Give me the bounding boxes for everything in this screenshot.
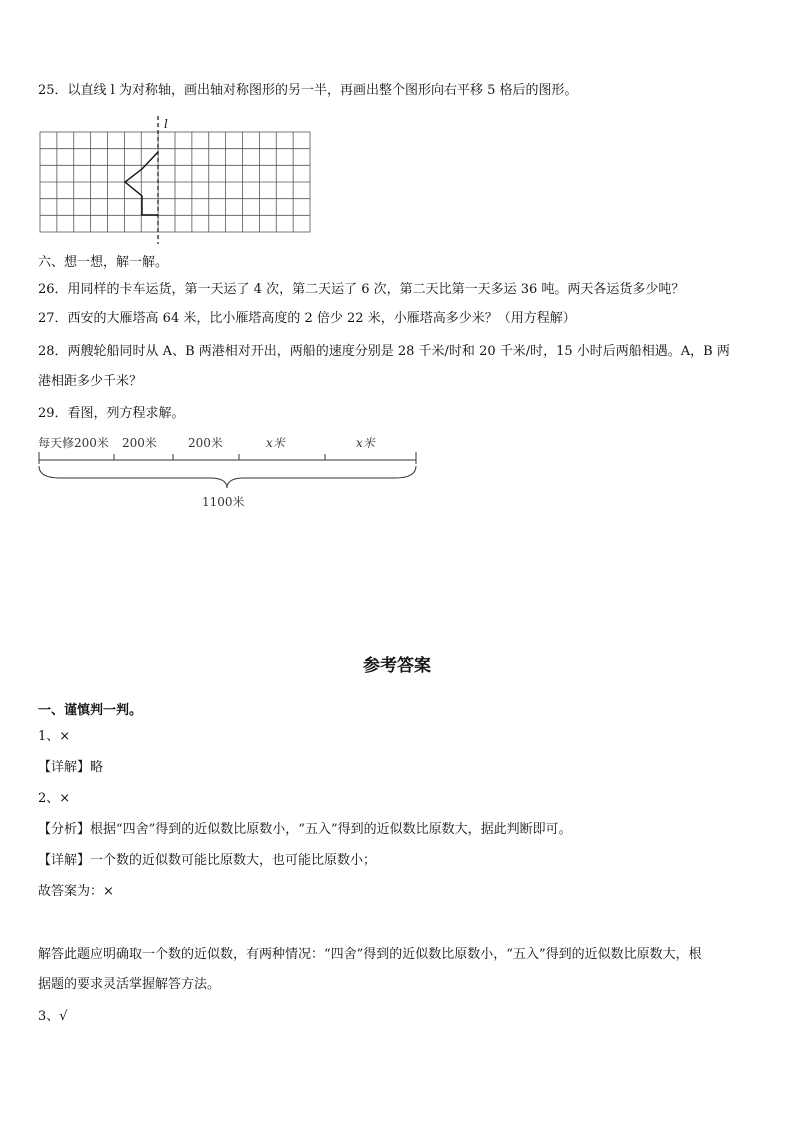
segment-diagram — [30, 430, 430, 515]
question-25: 25．以直线 l 为对称轴，画出轴对称图形的另一半，再画出整个图形向右平移 5 格后的图形。 — [38, 83, 578, 98]
answer-2: 2、× — [38, 791, 71, 806]
answer-2-result: 故答案为：× — [38, 884, 114, 899]
segment-label-4: x米 — [266, 436, 285, 450]
grid-lines — [40, 132, 310, 232]
question-29: 29．看图，列方程求解。 — [38, 406, 185, 421]
answer-2-note-line1: 解答此题应明确取一个数的近似数，有两种情况：“四舍”得到的近似数比原数小，“五入”得到的近似数比原数大，根 — [38, 947, 702, 962]
answer-section-1: 一、谨慎判一判。 — [38, 703, 143, 718]
question-26: 26．用同样的卡车运货，第一天运了 4 次，第二天运了 6 次，第二天比第一天多运 36 吨。两天各运货多少吨？ — [38, 282, 685, 297]
answer-1: 1、× — [38, 729, 71, 744]
segment-label-1: 每天修200米 — [38, 436, 109, 450]
segment-ticks — [39, 452, 416, 464]
symmetry-grid-figure — [30, 112, 330, 252]
question-28-line2: 港相距多少千米？ — [38, 374, 143, 389]
question-27: 27．西安的大雁塔高 64 米，比小雁塔高度的 2 倍少 22 米，小雁塔高多少米？（用方程解） — [38, 311, 576, 326]
answer-2-note-line2: 据题的要求灵活掌握解答方法。 — [38, 977, 221, 992]
answer-1-detail: 【详解】略 — [38, 760, 104, 775]
total-brace — [39, 466, 416, 488]
segment-label-5: x米 — [356, 436, 375, 450]
question-28-line1: 28．两艘轮船同时从 A、B 两港相对开出，两船的速度分别是 28 千米/时和 20 千米/时，15 小时后两船相遇。A，B 两 — [38, 344, 730, 359]
segment-label-3: 200米 — [188, 436, 223, 450]
answers-title: 参考答案 — [363, 656, 431, 676]
answer-2-detail: 【详解】一个数的近似数可能比原数大，也可能比原数小； — [38, 853, 377, 868]
section-6-heading: 六、想一想，解一解。 — [38, 255, 169, 270]
total-label: 1100米 — [202, 495, 245, 509]
axis-label-l: l — [164, 117, 168, 131]
answer-3: 3、√ — [38, 1009, 68, 1024]
segment-label-2: 200米 — [122, 436, 157, 450]
answer-2-analysis: 【分析】根据“四舍”得到的近似数比原数小，“五入”得到的近似数比原数大，据此判断即可。 — [38, 822, 572, 837]
